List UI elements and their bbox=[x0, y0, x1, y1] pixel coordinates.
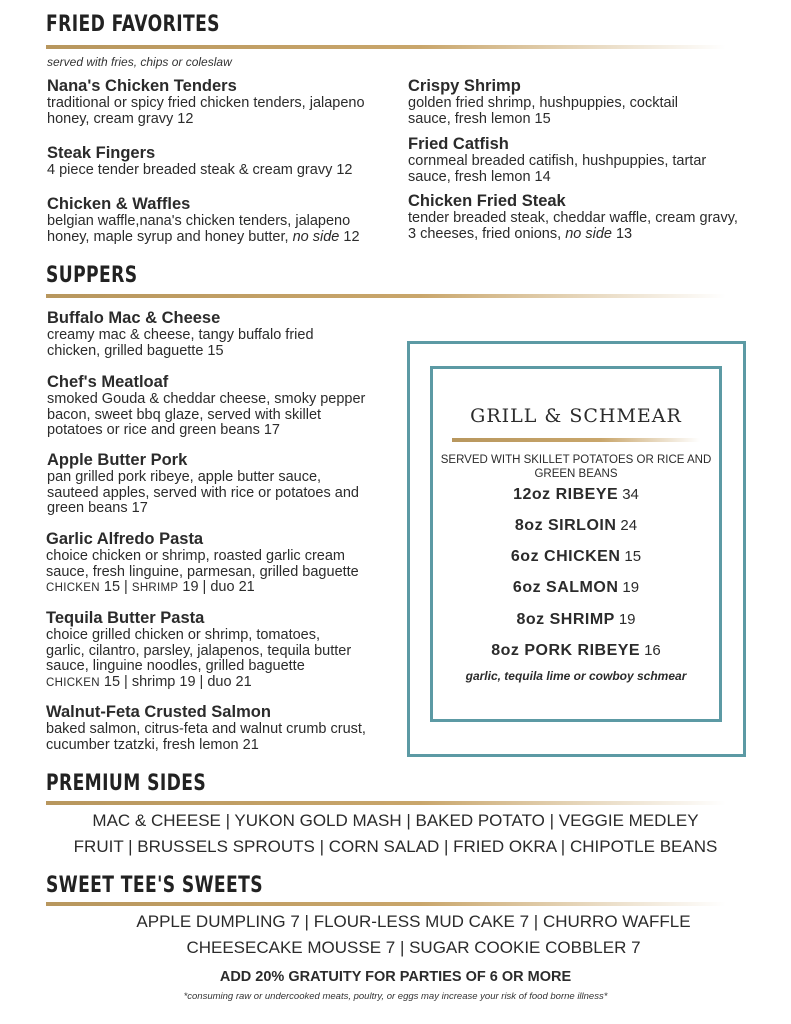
menu-item bbox=[47, 309, 357, 359]
grill-item bbox=[430, 579, 722, 597]
item-description: golden fried shrimp, hushpuppies, cocktail sauce, fresh lemon 15 bbox=[408, 95, 679, 127]
item-description bbox=[46, 628, 361, 691]
grill-item bbox=[430, 611, 722, 629]
section-divider bbox=[46, 902, 726, 906]
item-description: pan grilled pork ribeye, apple butter sauce, sauteed apples, served with rice or potatoes and green beans 17 bbox=[47, 469, 359, 516]
item-name: Chicken Fried Steak bbox=[408, 192, 566, 210]
item-description: creamy mac & cheese, tangy buffalo fried chicken, grilled baguette 15 bbox=[47, 327, 314, 359]
grill-item-price: 24 bbox=[620, 517, 638, 534]
option-shrimp: SHRIMP bbox=[131, 582, 179, 594]
item-name: Chef's Meatloaf bbox=[47, 373, 169, 391]
section-divider bbox=[46, 801, 726, 805]
fried-favorites-title: FRIED FAVORITES bbox=[46, 12, 220, 37]
menu-item bbox=[408, 192, 738, 242]
menu-item bbox=[47, 77, 377, 127]
no-side-note: no side bbox=[292, 228, 340, 245]
grill-item-name: 8oz SIRLOIN bbox=[514, 517, 617, 534]
item-description bbox=[408, 211, 738, 242]
option-chicken: CHICKEN bbox=[46, 676, 100, 689]
menu-item bbox=[46, 703, 366, 753]
no-side-note: no side bbox=[565, 225, 612, 242]
menu-item bbox=[47, 144, 392, 179]
option-price: 15 | bbox=[99, 579, 132, 595]
food-safety-disclaimer: *consuming raw or undercooked meats, poultry, or eggs may increase your risk of food borne illness* bbox=[183, 991, 608, 1002]
menu-item bbox=[408, 135, 708, 185]
grill-item bbox=[430, 548, 722, 566]
section-divider bbox=[46, 45, 726, 49]
item-price: 13 bbox=[615, 225, 633, 242]
option-chicken: CHICKEN bbox=[46, 582, 100, 594]
item-name: Steak Fingers bbox=[47, 144, 156, 162]
grill-item bbox=[430, 517, 722, 535]
item-description: smoked Gouda & cheddar cheese, smoky pepper bacon, sweet bbq glaze, served with skillet potatoes or rice and green beans 17 bbox=[47, 391, 366, 438]
option-price: 19 | duo 21 bbox=[178, 579, 255, 595]
grill-item-price: 16 bbox=[644, 642, 661, 659]
grill-item-price: 19 bbox=[618, 611, 636, 628]
option-price: 15 | shrimp 19 | duo 21 bbox=[99, 673, 252, 690]
menu-item bbox=[47, 451, 367, 517]
sweets-line-1: APPLE DUMPLING 7 | FLOUR-LESS MUD CAKE 7 | CHURRO WAFFLE bbox=[136, 912, 691, 931]
grill-item-name: 12oz RIBEYE bbox=[513, 486, 619, 503]
grill-item bbox=[430, 642, 722, 660]
grill-item-name: 8oz PORK RIBEYE bbox=[491, 642, 641, 659]
item-description-text: choice chicken or shrimp, roasted garlic cream sauce, fresh linguine, parmesan, grilled baguette bbox=[46, 548, 359, 580]
item-description: traditional or spicy fried chicken tenders, jalapeno honey, cream gravy 12 bbox=[47, 95, 365, 127]
item-description-text: choice grilled chicken or shrimp, tomatoes, garlic, cilantro, parsley, jalapenos, tequila butter sauce, linguine noodles, grilled baguette bbox=[46, 627, 352, 674]
grill-item-name: 6oz SALMON bbox=[512, 579, 619, 596]
grill-item-price: 15 bbox=[624, 548, 642, 565]
item-name: Tequila Butter Pasta bbox=[46, 609, 205, 627]
item-description bbox=[47, 214, 387, 245]
section-divider bbox=[46, 294, 726, 298]
sides-line-1: MAC & CHEESE | YUKON GOLD MASH | BAKED POTATO | VEGGIE MEDLEY bbox=[92, 811, 699, 830]
premium-sides-title: PREMIUM SIDES bbox=[46, 771, 207, 796]
grill-item-name: 6oz CHICKEN bbox=[510, 548, 621, 565]
sides-line-2: FRUIT | BRUSSELS SPROUTS | CORN SALAD | FRIED OKRA | CHIPOTLE BEANS bbox=[73, 837, 718, 856]
menu-item bbox=[46, 530, 381, 597]
item-description-text: belgian waffle,nana's chicken tenders, jalapeno honey, maple syrup and honey butter, bbox=[47, 213, 351, 245]
menu-item bbox=[47, 195, 387, 245]
item-price: 12 bbox=[343, 228, 360, 245]
item-description: 4 piece tender breaded steak & cream gravy 12 bbox=[47, 162, 353, 178]
item-description bbox=[46, 549, 381, 597]
grill-footer: garlic, tequila lime or cowboy schmear bbox=[465, 669, 687, 683]
sweets-line-2: CHEESECAKE MOUSSE 7 | SUGAR COOKIE COBBLER 7 bbox=[186, 938, 641, 957]
grill-title: GRILL & SCHMEAR bbox=[470, 405, 682, 427]
item-description: baked salmon, citrus-feta and walnut crumb crust, cucumber tzatzki, fresh lemon 21 bbox=[46, 721, 366, 753]
sweets-title: SWEET TEE'S SWEETS bbox=[46, 873, 263, 898]
grill-item-price: 19 bbox=[622, 579, 640, 596]
item-name: Nana's Chicken Tenders bbox=[47, 77, 237, 95]
suppers-title: SUPPERS bbox=[46, 263, 138, 288]
grill-item-price: 34 bbox=[622, 486, 639, 503]
grill-subtitle: SERVED WITH SKILLET POTATOES OR RICE AND GREEN BEANS bbox=[440, 454, 712, 480]
grill-item-name: 8oz SHRIMP bbox=[516, 611, 615, 628]
item-name: Chicken & Waffles bbox=[47, 195, 191, 213]
grill-divider bbox=[452, 438, 700, 442]
item-name: Walnut-Feta Crusted Salmon bbox=[46, 703, 271, 721]
item-description-text: tender breaded steak, cheddar waffle, cream gravy, 3 cheeses, fried onions, bbox=[408, 210, 738, 242]
item-name: Fried Catfish bbox=[408, 135, 509, 153]
item-name: Buffalo Mac & Cheese bbox=[47, 309, 221, 327]
grill-item bbox=[430, 486, 722, 504]
menu-item bbox=[46, 609, 361, 691]
item-name: Apple Butter Pork bbox=[47, 451, 188, 469]
item-description: cornmeal breaded catifish, hushpuppies, tartar sauce, fresh lemon 14 bbox=[408, 153, 707, 185]
menu-item bbox=[408, 77, 708, 127]
item-name: Crispy Shrimp bbox=[408, 77, 521, 95]
item-name: Garlic Alfredo Pasta bbox=[46, 530, 204, 548]
menu-item bbox=[47, 373, 367, 439]
fried-favorites-note: served with fries, chips or coleslaw bbox=[47, 55, 232, 69]
gratuity-notice: ADD 20% GRATUITY FOR PARTIES OF 6 OR MORE bbox=[219, 969, 572, 985]
